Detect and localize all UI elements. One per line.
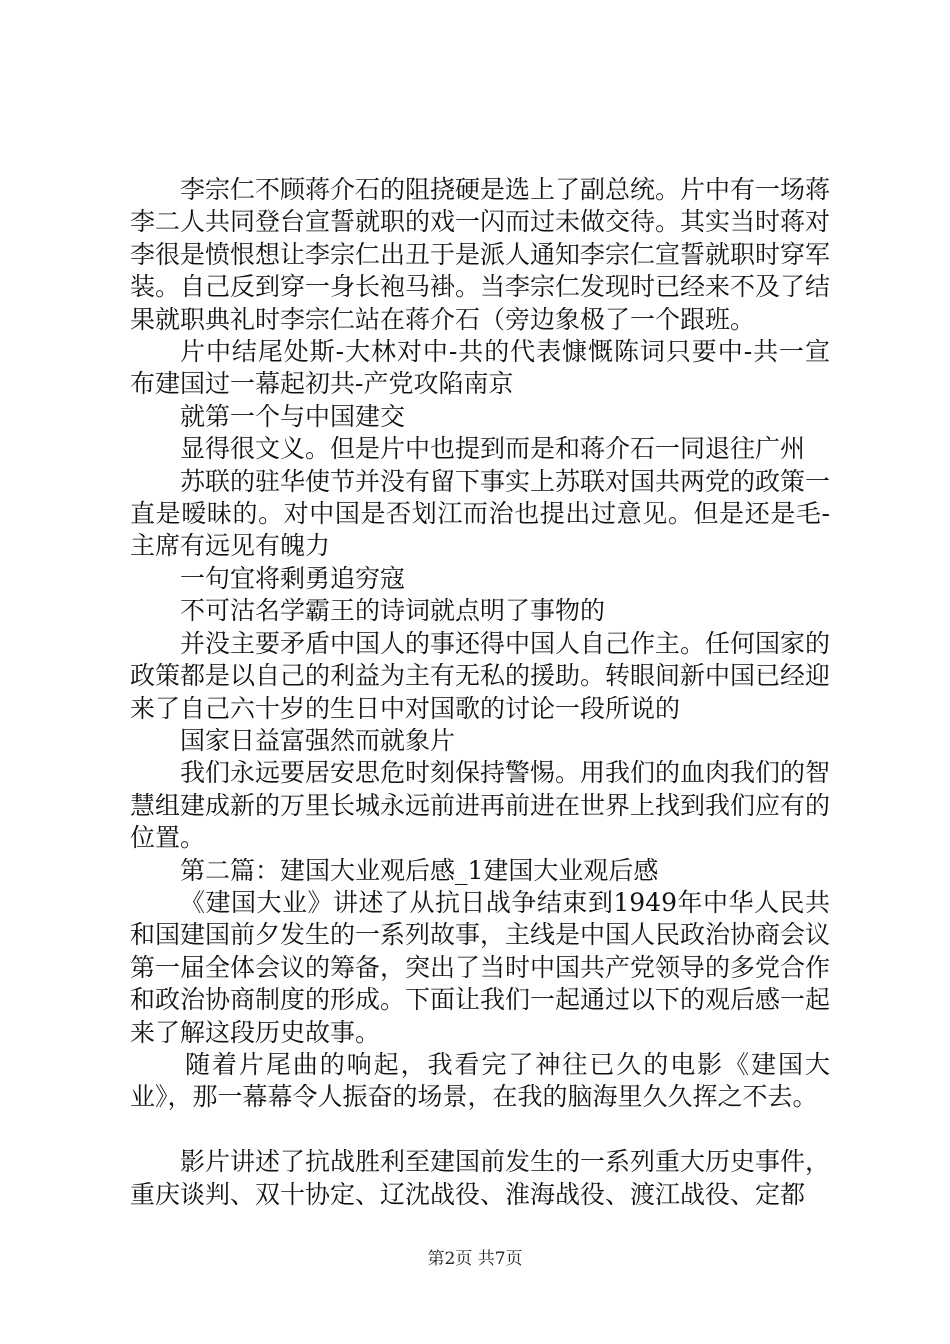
section-heading: 第二篇：建国大业观后感_1建国大业观后感 <box>180 855 659 885</box>
paragraph-13: 随着片尾曲的响起，我看完了神往已久的电影《建国大业》，那一幕幕令人振奋的场景，在我的脑海里久久挥之不去。 <box>130 1049 830 1112</box>
paragraph-12: 《建国大业》讲述了从抗日战争结束到1949年中华人民共和国建国前夕发生的一系列故事，主线是中国人民政治协商会议第一届全体会议的筹备，突出了当时中国共产党领导的多党合作和政治协商制度的形成。下面让我们一起通过以下的观后感一起来了解这段历史故事。 <box>130 887 831 1047</box>
blank-line <box>130 1114 830 1146</box>
document-body <box>130 174 830 1211</box>
paragraph-7: 不可沽名学霸王的诗词就点明了事物的 <box>180 596 606 626</box>
paragraph-10: 我们永远要居安思危时刻保持警惕。用我们的血肉我们的智慧组建成新的万里长城永远前进再前进在世界上找到我们应有的位置。 <box>130 758 831 853</box>
paragraph-6: 一句宜将剩勇追穷寇 <box>180 563 406 593</box>
paragraph-1: 李宗仁不顾蒋介石的阻挠硬是选上了副总统。片中有一场蒋李二人共同登台宣誓就职的戏一闪而过未做交待。其实当时蒋对李很是愤恨想让李宗仁出丑于是派人通知李宗仁宣誓就职时穿军装。自己反到穿一身长袍马褂。当李宗仁发现时已经来不及了结果就职典礼时李宗仁站在蒋介石（旁边象极了一个跟班。 <box>130 175 831 334</box>
paragraph-9: 国家日益富强然而就象片 <box>180 725 456 755</box>
paragraph-4: 显得很文义。但是片中也提到而是和蒋介石一同退往广州 <box>180 434 806 464</box>
paragraph-5: 苏联的驻华使节并没有留下事实上苏联对国共两党的政策一直是暧昧的。对中国是否划江而治也提出过意见。但是还是毛-主席有远见有魄力 <box>130 466 831 561</box>
paragraph-3: 就第一个与中国建交 <box>180 401 406 431</box>
page-footer: 第2页 共7页 <box>427 1249 523 1269</box>
paragraph-14: 影片讲述了抗战胜利至建国前发生的一系列重大历史事件，重庆谈判、双十协定、辽沈战役、淮海战役、渡江战役、定都 <box>130 1147 831 1209</box>
paragraph-2: 片中结尾处斯-大林对中-共的代表慷慨陈词只要中-共一宣布建国过一幕起初共-产党攻陷南京 <box>130 337 830 399</box>
paragraph-8: 并没主要矛盾中国人的事还得中国人自己作主。任何国家的政策都是以自己的利益为主有无私的援助。转眼间新中国已经迎来了自己六十岁的生日中对国歌的讨论一段所说的 <box>130 628 831 723</box>
